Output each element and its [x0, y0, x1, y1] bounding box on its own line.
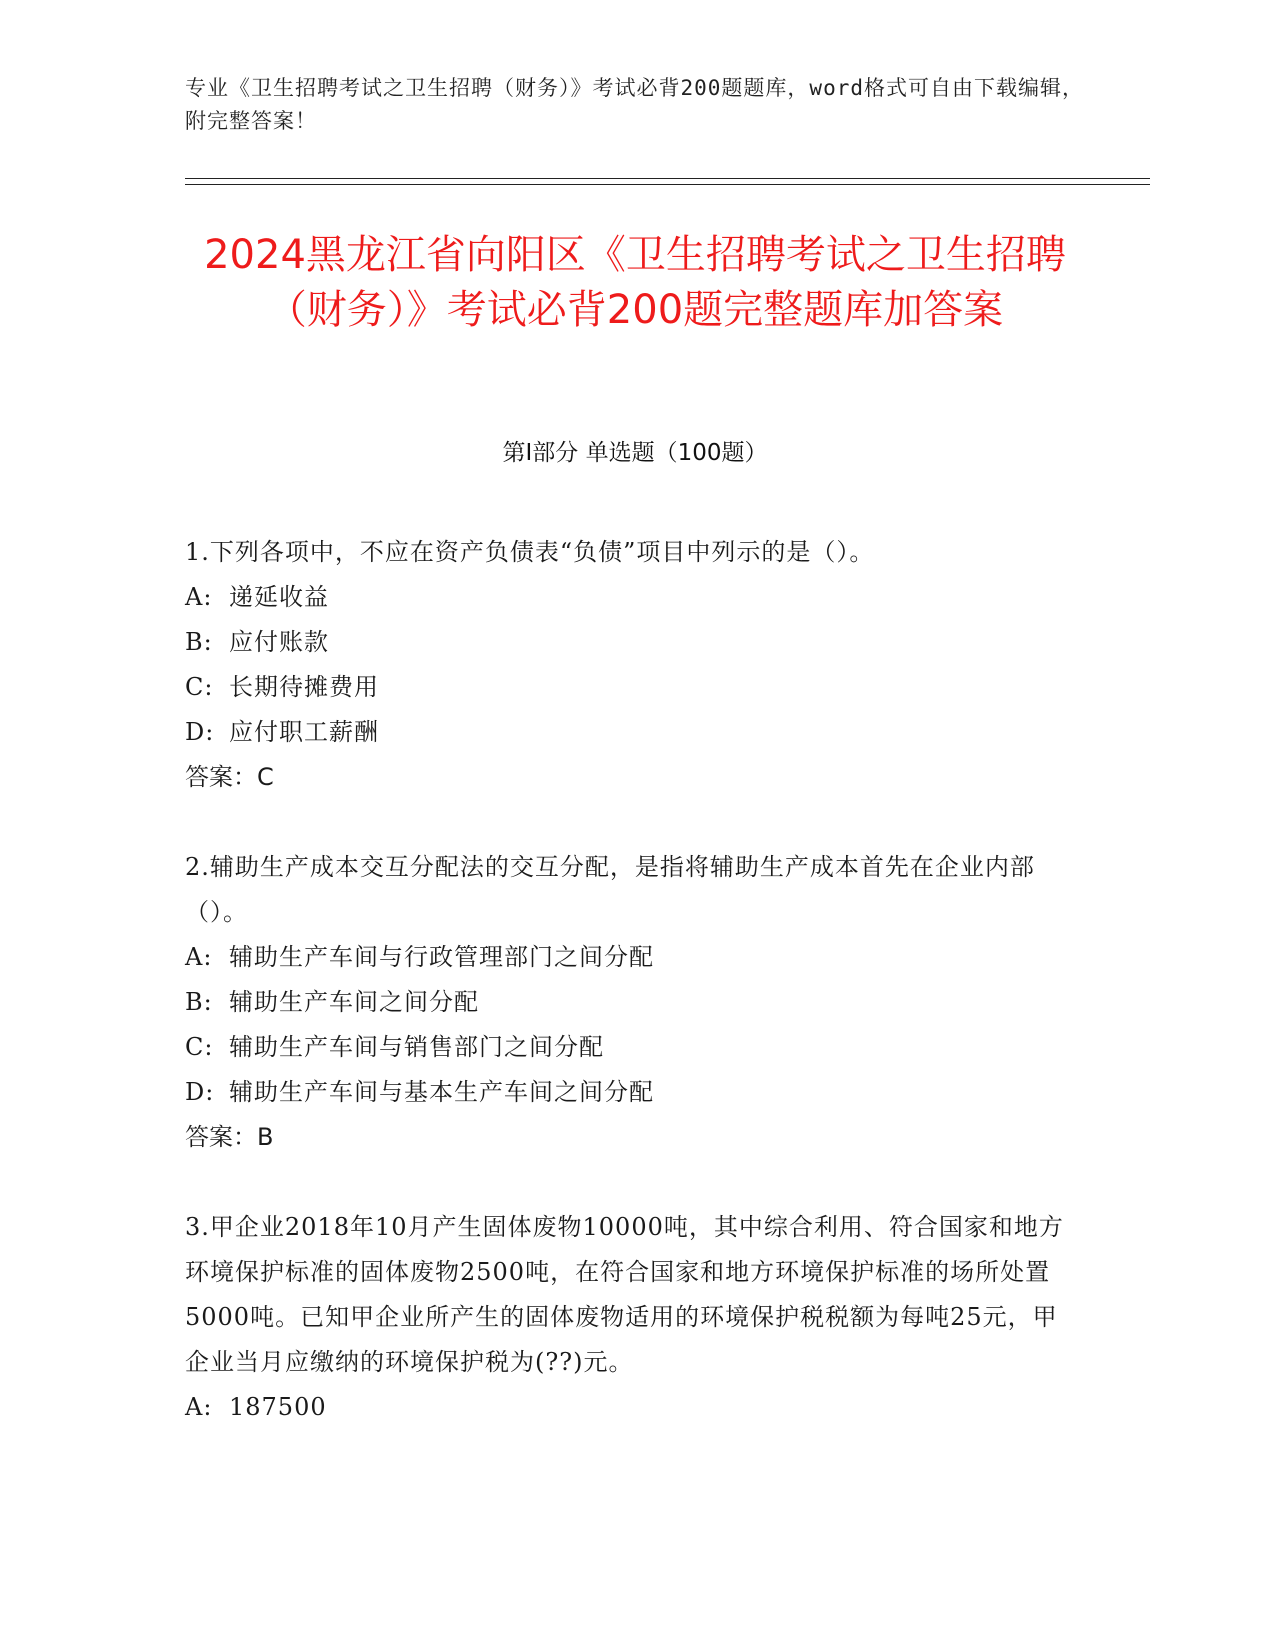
- question-list: [185, 530, 1075, 1475]
- option-a: [185, 1385, 1075, 1430]
- question-stem: 2.辅助生产成本交互分配法的交互分配，是指将辅助生产成本首先在企业内部（）。: [185, 853, 1035, 926]
- option-text: 辅助生产车间之间分配: [229, 988, 479, 1016]
- option-a: [185, 575, 1075, 620]
- option-c: [185, 1025, 1075, 1070]
- option-key: B:: [185, 628, 213, 656]
- question-2: [185, 845, 1075, 1160]
- answer-line: 答案：C: [185, 763, 274, 791]
- option-text: 应付职工薪酬: [229, 718, 379, 746]
- option-text: 辅助生产车间与销售部门之间分配: [229, 1033, 604, 1061]
- option-text: 187500: [229, 1393, 327, 1421]
- option-key: B:: [185, 988, 213, 1016]
- option-key: C:: [185, 673, 214, 701]
- option-key: A:: [185, 583, 213, 611]
- option-b: [185, 620, 1075, 665]
- option-d: [185, 710, 1075, 755]
- question-stem: 3.甲企业2018年10月产生固体废物10000吨，其中综合利用、符合国家和地方环境保护标准的固体废物2500吨，在符合国家和地方环境保护标准的场所处置5000吨。已知甲企业所产生的固体废物适用的环境保护税税额为每吨25元，甲企业当月应缴纳的环境保护税为(??)元。: [185, 1213, 1064, 1376]
- option-d: [185, 1070, 1075, 1115]
- option-text: 递延收益: [229, 583, 329, 611]
- question-3: [185, 1205, 1075, 1430]
- answer-line: 答案：B: [185, 1123, 274, 1151]
- header-divider-top: [185, 178, 1150, 179]
- option-key: D:: [185, 1078, 215, 1106]
- option-a: [185, 935, 1075, 980]
- option-c: [185, 665, 1075, 710]
- header-divider-bottom: [185, 184, 1150, 185]
- question-stem: 1.下列各项中，不应在资产负债表“负债”项目中列示的是（）。: [185, 538, 875, 566]
- document-title: 2024黑龙江省向阳区《卫生招聘考试之卫生招聘（财务）》考试必背200题完整题库加答案: [204, 232, 1066, 333]
- option-text: 辅助生产车间与行政管理部门之间分配: [229, 943, 654, 971]
- option-key: A:: [185, 943, 213, 971]
- option-text: 辅助生产车间与基本生产车间之间分配: [229, 1078, 654, 1106]
- option-key: C:: [185, 1033, 214, 1061]
- section-heading: 第I部分 单选题（100题）: [502, 440, 768, 466]
- question-1: [185, 530, 1075, 800]
- option-text: 应付账款: [229, 628, 329, 656]
- header-note: 专业《卫生招聘考试之卫生招聘（财务）》考试必背200题题库，word格式可自由下载编辑，附完整答案！: [185, 76, 1084, 133]
- option-key: A:: [185, 1393, 213, 1421]
- option-text: 长期待摊费用: [229, 673, 379, 701]
- option-key: D:: [185, 718, 215, 746]
- option-b: [185, 980, 1075, 1025]
